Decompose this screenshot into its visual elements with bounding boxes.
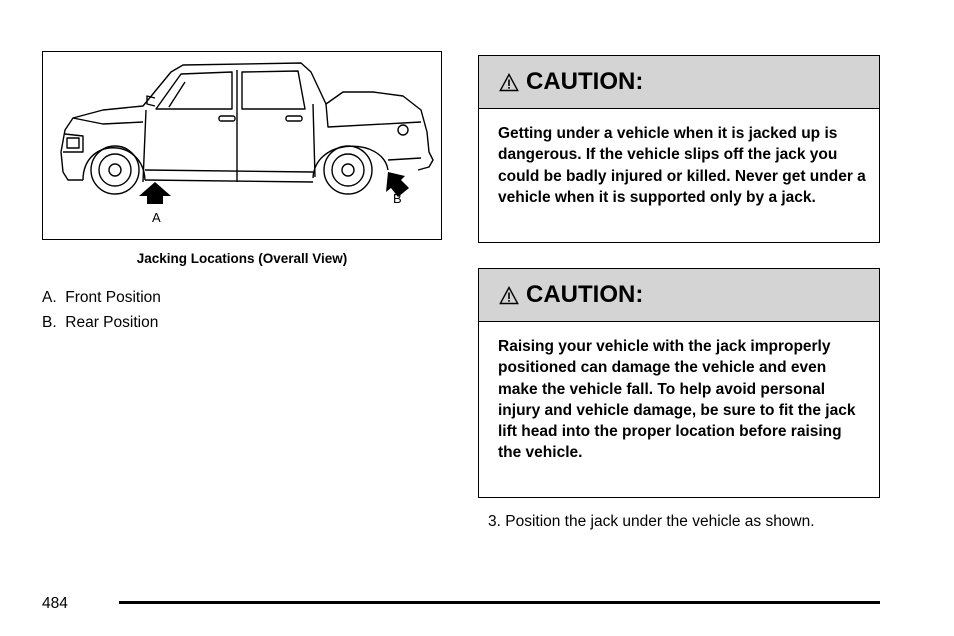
caution-box-2 <box>478 268 880 498</box>
legend-list <box>42 285 161 335</box>
front-jack-arrow <box>139 182 171 204</box>
caution-header <box>479 56 879 109</box>
caution-header <box>479 269 879 322</box>
label-a: A <box>152 210 161 225</box>
footer-rule <box>119 601 880 604</box>
vehicle-side-view-illustration <box>43 52 440 238</box>
caution-title: CAUTION: <box>526 68 644 95</box>
figure-caption: Jacking Locations (Overall View) <box>136 251 348 266</box>
page-number: 484 <box>42 595 68 612</box>
label-b: B <box>393 191 402 206</box>
caution-title: CAUTION: <box>526 281 644 308</box>
caution-box-1 <box>478 55 880 243</box>
step-3: 3. Position the jack under the vehicle as shown. <box>488 513 815 530</box>
legend-item-b: B. Rear Position <box>42 314 159 331</box>
caution-text: Raising your vehicle with the jack improperly positioned can damage the vehicle and even make the vehicle fall. To help avoid personal injury and vehicle damage, be sure to fit the jack lift head into the proper location before raising the vehicle. <box>498 338 856 462</box>
warning-triangle-icon <box>499 286 519 305</box>
warning-triangle-icon <box>499 73 519 92</box>
caution-text: Getting under a vehicle when it is jacked up is dangerous. If the vehicle slips off the jack you could be badly injured or killed. Never get under a vehicle when it is supported only by a jack. <box>498 125 866 206</box>
jacking-locations-figure <box>42 51 442 240</box>
legend-item-a: A. Front Position <box>42 289 161 306</box>
